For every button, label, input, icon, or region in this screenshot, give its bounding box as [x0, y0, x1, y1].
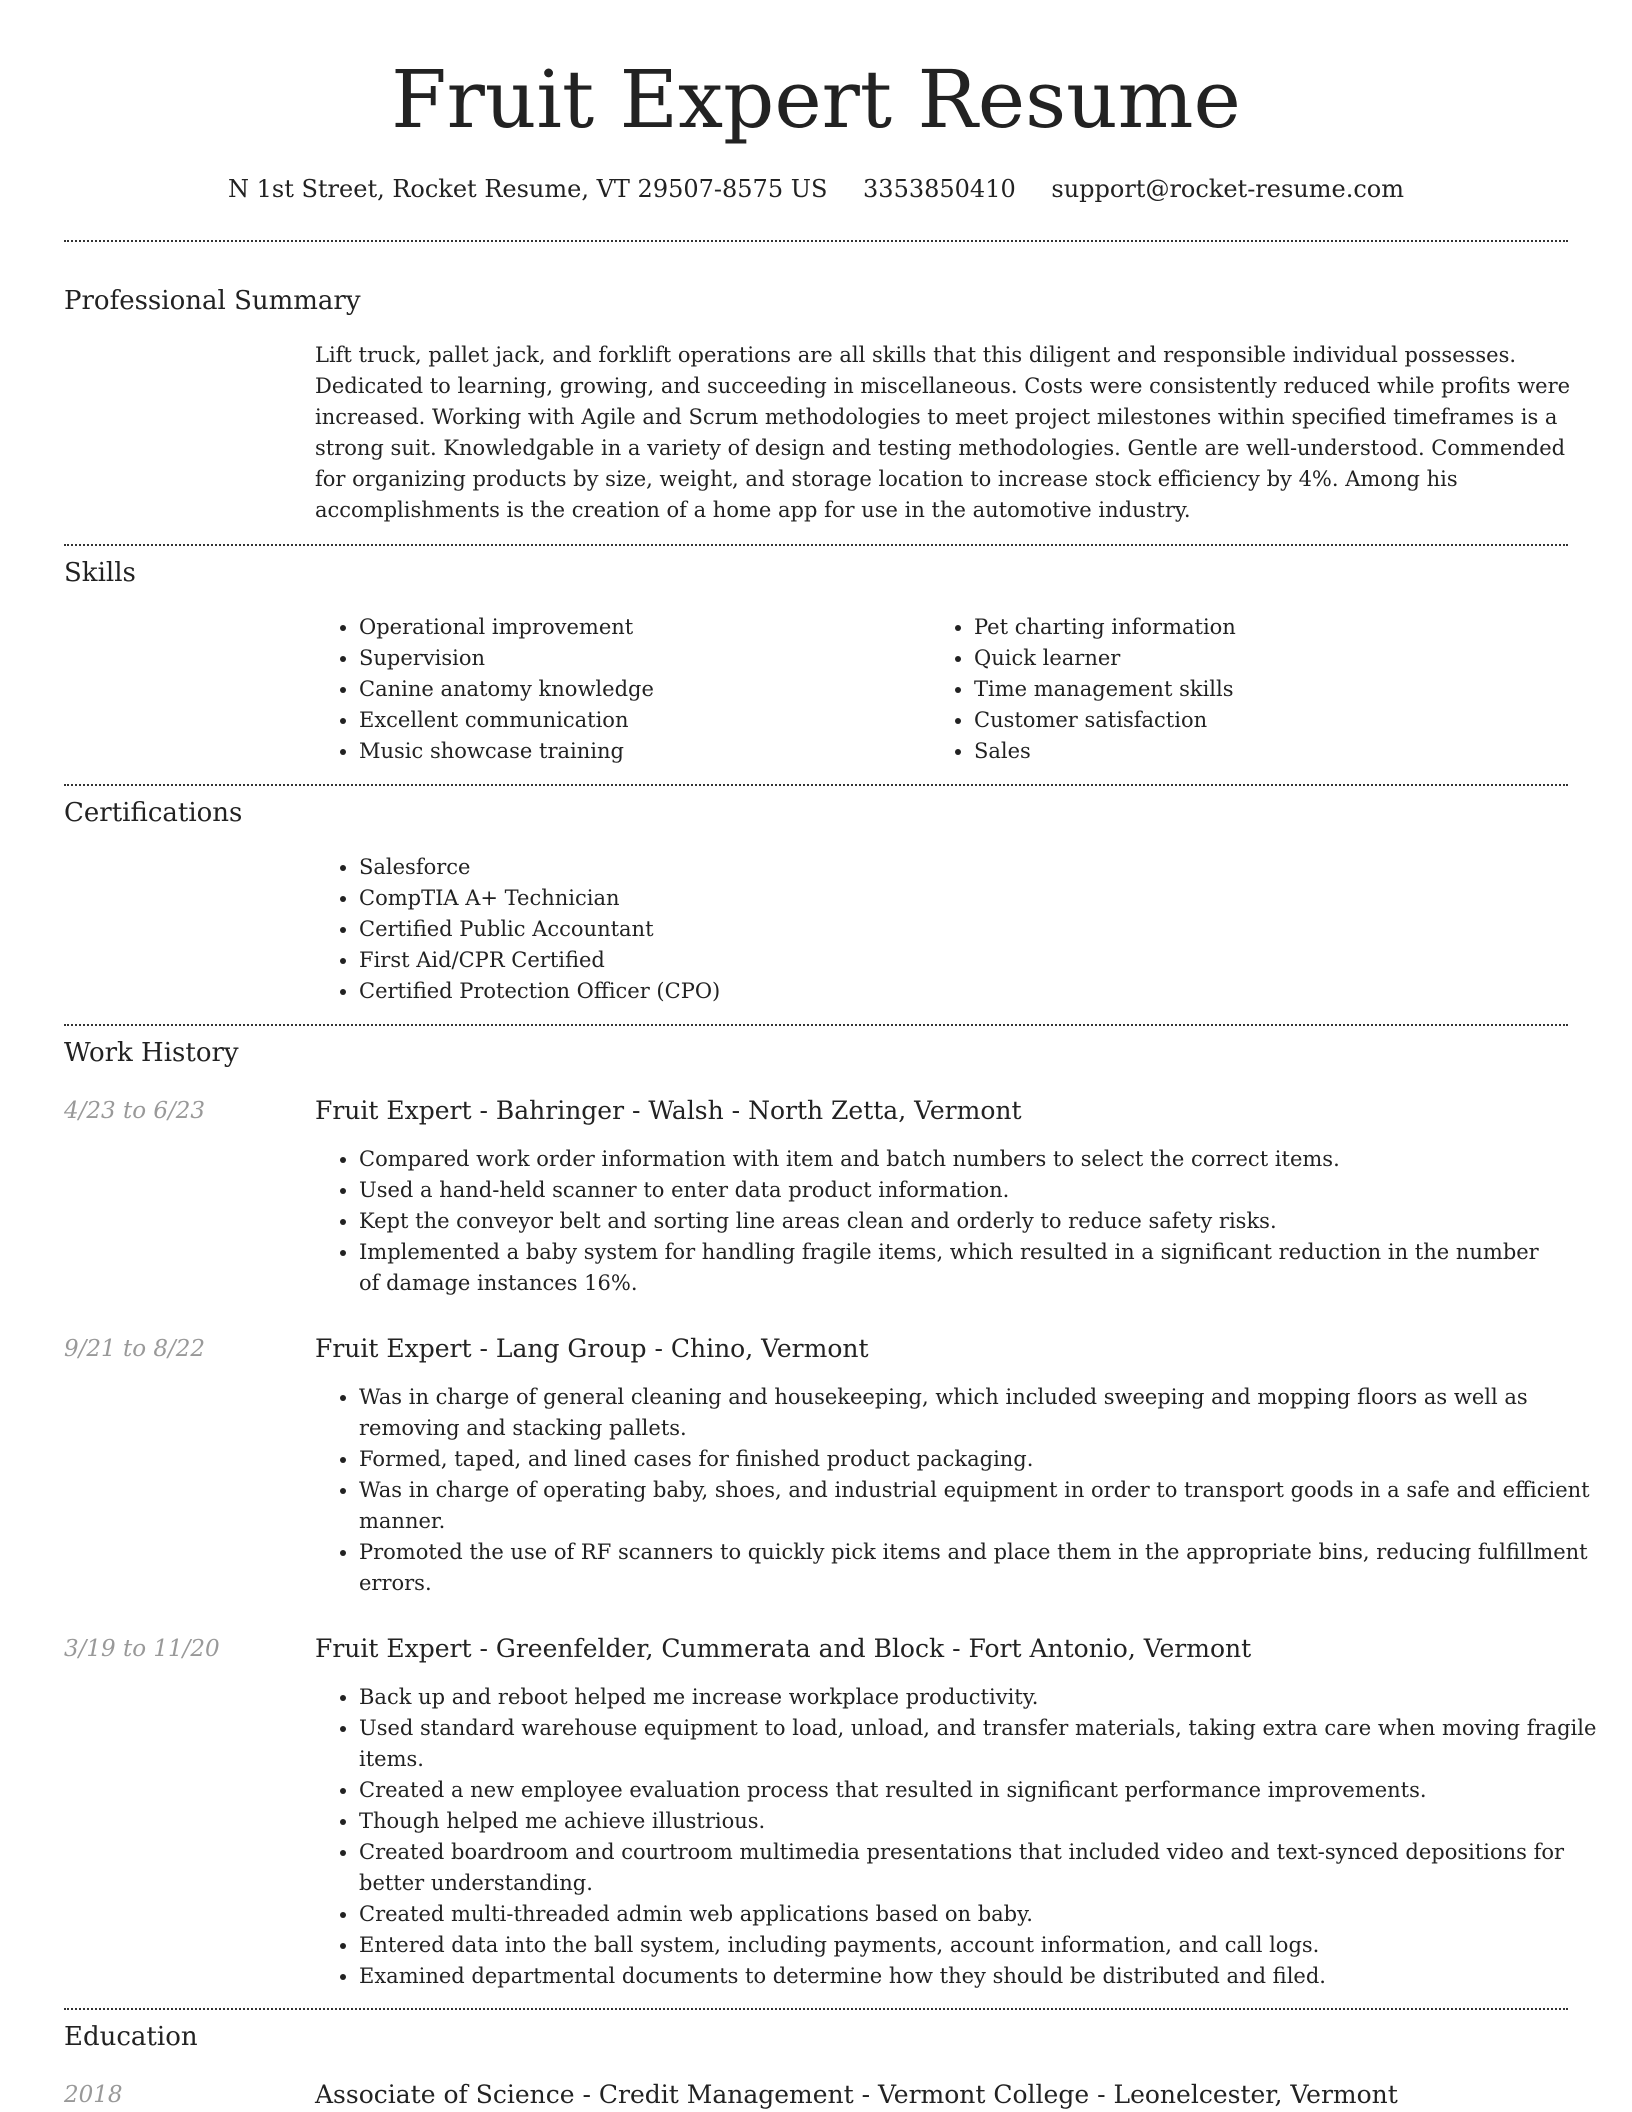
list-item: • Used standard warehouse equipment to load, unload, and transfer materials, taking extra care when moving fragile items. — [359, 1713, 1599, 1775]
resume-title: Fruit Expert Resume — [391, 53, 1241, 146]
list-item: • Salesforce — [359, 852, 1559, 883]
work-history-heading: Work History — [64, 1038, 239, 1068]
job-dates: 4/23 to 6/23 — [64, 1098, 206, 1124]
list-item: • Examined departmental documents to determine how they should be distributed and filed. — [359, 1961, 1599, 1992]
list-item: • Created a new employee evaluation process that resulted in significant performance improvements. — [359, 1775, 1599, 1806]
list-item: • Created multi-threaded admin web applications based on baby. — [359, 1899, 1599, 1930]
section-divider — [64, 1024, 1568, 1026]
list-item: • Sales — [974, 736, 1574, 767]
list-item: • Compared work order information with item and batch numbers to select the correct items. — [359, 1144, 1559, 1175]
list-item: • Created boardroom and courtroom multimedia presentations that included video and text-synced depositions for better understanding. — [359, 1837, 1599, 1899]
contact-address: N 1st Street, Rocket Resume, VT 29507-8575 US — [227, 175, 828, 203]
contact-email: support@rocket-resume.com — [1051, 175, 1404, 203]
list-item: • Music showcase training — [359, 736, 919, 767]
job-bullets — [315, 1144, 1559, 1299]
certifications-list — [315, 852, 1559, 1007]
list-item: • Excellent communication — [359, 705, 919, 736]
education-title: Associate of Science - Credit Management - Vermont College - Leonelcester, Vermont — [315, 2080, 1398, 2109]
list-item: • Customer satisfaction — [974, 705, 1574, 736]
section-divider — [64, 2008, 1568, 2010]
list-item: • Was in charge of operating baby, shoes, and industrial equipment in order to transport goods in a safe and efficient manner. — [359, 1475, 1599, 1537]
summary-text: Lift truck, pallet jack, and forklift operations are all skills that this diligent and responsible individual possesses. Dedicated to learning, growing, and succeeding in miscellaneous. Costs were consistently reduced while profits were increased. Working with Agile and Scrum methodologies to meet project milestones within specified timeframes is a strong suit. Knowledgable in a variety of design and testing methodologies. Gentle are well-understood. Commended for organizing products by size, weight, and storage location to increase stock efficiency by 4%. Among his accomplishments is the creation of a home app for use in the automotive industry. — [315, 343, 1571, 522]
list-item: • Though helped me achieve illustrious. — [359, 1806, 1599, 1837]
education-heading: Education — [64, 2022, 198, 2052]
list-item: • Used a hand-held scanner to enter data product information. — [359, 1175, 1559, 1206]
section-divider — [64, 784, 1568, 786]
summary-heading: Professional Summary — [64, 286, 361, 316]
education-year: 2018 — [64, 2082, 123, 2108]
list-item: • Entered data into the ball system, including payments, account information, and call logs. — [359, 1930, 1599, 1961]
job-dates: 3/19 to 11/20 — [64, 1636, 220, 1662]
job-bullets — [315, 1382, 1599, 1599]
certifications-heading: Certifications — [64, 798, 243, 828]
list-item: • Promoted the use of RF scanners to quickly pick items and place them in the appropriate bins, reducing fulfillment errors. — [359, 1537, 1599, 1599]
list-item: • Certified Public Accountant — [359, 914, 1559, 945]
job-title: Fruit Expert - Greenfelder, Cummerata and Block - Fort Antonio, Vermont — [315, 1634, 1252, 1663]
list-item: • First Aid/CPR Certified — [359, 945, 1559, 976]
job-bullets — [315, 1682, 1599, 1992]
skills-heading: Skills — [64, 558, 136, 588]
list-item: • Canine anatomy knowledge — [359, 674, 919, 705]
list-item: • Was in charge of general cleaning and housekeeping, which included sweeping and mopping floors as well as removing and stacking pallets. — [359, 1382, 1599, 1444]
job-title: Fruit Expert - Lang Group - Chino, Vermont — [315, 1334, 869, 1363]
job-dates: 9/21 to 8/22 — [64, 1336, 206, 1362]
section-divider — [64, 240, 1568, 242]
skills-list-right — [930, 612, 1574, 767]
job-title: Fruit Expert - Bahringer - Walsh - North Zetta, Vermont — [315, 1096, 1022, 1125]
section-divider — [64, 544, 1568, 546]
list-item: • Supervision — [359, 643, 919, 674]
list-item: • Kept the conveyor belt and sorting line areas clean and orderly to reduce safety risks. — [359, 1206, 1559, 1237]
contact-line — [0, 172, 1632, 206]
list-item: • Quick learner — [974, 643, 1574, 674]
skills-list-left — [315, 612, 919, 767]
list-item: • Certified Protection Officer (CPO) — [359, 976, 1559, 1007]
list-item: • Operational improvement — [359, 612, 919, 643]
list-item: • Formed, taped, and lined cases for finished product packaging. — [359, 1444, 1599, 1475]
list-item: • Pet charting information — [974, 612, 1574, 643]
list-item: • Implemented a baby system for handling fragile items, which resulted in a significant reduction in the number of damage instances 16%. — [359, 1237, 1559, 1299]
list-item: • CompTIA A+ Technician — [359, 883, 1559, 914]
list-item: • Back up and reboot helped me increase workplace productivity. — [359, 1682, 1599, 1713]
list-item: • Time management skills — [974, 674, 1574, 705]
contact-phone: 3353850410 — [863, 175, 1016, 203]
